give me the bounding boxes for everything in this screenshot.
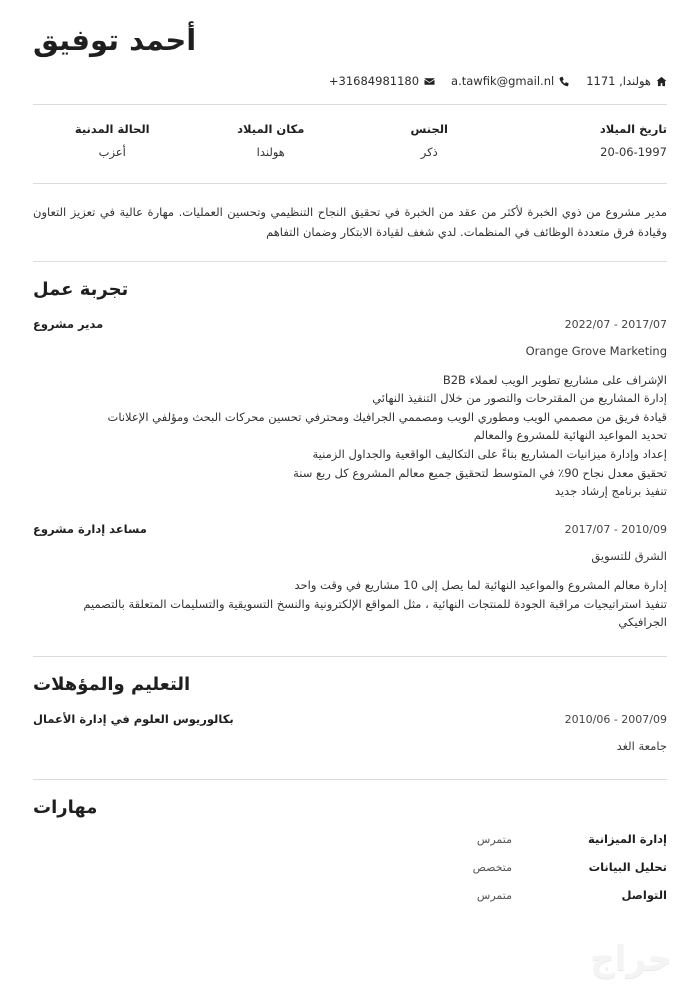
info-value: 20-06-1997 <box>600 145 667 160</box>
employer-name: الشرق للتسويق <box>591 548 667 563</box>
job-responsibility-item: إعداد وإدارة ميزانيات المشاريع بناءً على التكاليف الواقعية والجداول الزمنية <box>312 447 667 462</box>
education-divider <box>33 779 667 780</box>
contact-item-phone[interactable] <box>329 74 435 88</box>
info-label: الحالة المدنية <box>74 122 150 137</box>
contact-item-address <box>586 74 667 88</box>
job-responsibility-item: إدارة معالم المشروع والمواعيد النهائية لما يصل إلى 10 مشاريع في وقت واحد <box>294 577 667 592</box>
experience-entry <box>33 317 667 501</box>
experience-divider <box>33 656 667 657</box>
profile-summary: مدير مشروع من ذوي الخبرة لأكثر من عقد من الخبرة في تحقيق النجاح التنظيمي وتحسين العمليات. مهارة عالية في تعزيز التعاون وقيادة فرق متعددة الوظائف في المنظمات. لدي شغف لقيادة الابتكار وضمان التفاهم <box>33 205 667 240</box>
skill-name: تحليل البيانات <box>588 859 667 874</box>
employer-name: Orange Grove Marketing <box>525 343 667 358</box>
info-column-marital-status <box>33 122 192 159</box>
job-date-range: 2022/07 - 2017/07 <box>564 317 667 331</box>
contact-phone-text: +31684981180 <box>328 74 420 89</box>
job-responsibility-item: إدارة المشاريع من المقترحات والتصور من خلال التنفيذ النهائي <box>372 391 667 406</box>
info-column-birthplace <box>192 122 351 159</box>
job-date-range: 2017/07 - 2010/09 <box>564 522 667 536</box>
skill-row <box>33 860 667 874</box>
degree-date-range: 2010/06 - 2007/09 <box>564 712 667 726</box>
contact-item-email[interactable] <box>451 74 570 88</box>
skill-row <box>33 832 667 846</box>
skill-level: متمرس <box>476 888 512 902</box>
degree-title: بكالوريوس العلوم في إدارة الأعمال <box>33 711 234 726</box>
candidate-name: أحمد توفيق <box>33 23 197 57</box>
skill-row <box>33 888 667 902</box>
institution-name: جامعة الغد <box>616 738 667 753</box>
info-label: مكان الميلاد <box>237 122 305 137</box>
job-responsibility-item: قيادة فريق من مصممي الويب ومطوري الويب ومصممي الجرافيك ومحترفي تحسين محركات البحث ومؤلفي الإعلانات <box>107 409 667 424</box>
job-responsibility-item: تنفيذ برنامج إرشاد جديد <box>554 484 667 499</box>
skills-list <box>33 832 667 902</box>
info-value: هولندا <box>256 145 285 160</box>
job-responsibility-item: تحقيق معدل نجاح 90٪ في المتوسط لتحقيق جميع معالم المشروع كل ربع سنة <box>293 465 667 480</box>
experience-entry <box>33 522 667 632</box>
section-title-education: التعليم والمؤهلات <box>33 673 191 695</box>
section-title-skills: مهارات <box>33 796 98 818</box>
job-responsibility-item: تنفيذ استراتيجيات مراقبة الجودة للمنتجات النهائية ، مثل المواقع الإلكترونية والنسخ التسويقية والتسليمات المتعلقة بالتصميم الجرافيكي <box>83 596 667 630</box>
skill-level: متخصص <box>472 860 512 874</box>
education-entry-head <box>33 712 667 726</box>
skill-level: متمرس <box>476 832 512 846</box>
education-entry <box>33 712 667 753</box>
section-title-experience: تجربة عمل <box>33 278 129 300</box>
info-divider <box>33 183 667 184</box>
experience-entry-head <box>33 317 667 331</box>
job-responsibilities <box>33 576 667 632</box>
skill-name: التواصل <box>621 887 667 902</box>
job-responsibility-item: تحديد المواعيد النهائية للمشروع والمعالم <box>473 428 667 443</box>
cv-content <box>33 0 667 902</box>
skill-name: إدارة الميزانية <box>588 831 667 846</box>
personal-info-table <box>33 122 667 159</box>
home-icon <box>656 76 667 87</box>
info-column-birthdate <box>509 122 668 159</box>
summary-divider <box>33 261 667 262</box>
info-column-gender <box>350 122 509 159</box>
info-value: أعزب <box>98 145 126 160</box>
phone-icon <box>559 76 570 87</box>
job-title: مساعد إدارة مشروع <box>33 521 147 536</box>
info-label: الجنس <box>410 122 448 137</box>
experience-entry-head <box>33 522 667 536</box>
info-value: ذكر <box>420 145 438 160</box>
cv-header <box>33 0 667 105</box>
header-divider <box>33 104 667 105</box>
contact-address-text: هولندا, 1171 <box>586 74 651 89</box>
job-responsibilities <box>33 371 667 501</box>
info-label: تاريخ الميلاد <box>599 122 667 137</box>
haraj-watermark: حراج <box>590 939 672 979</box>
email-icon <box>424 76 435 87</box>
contact-email-text: a.tawfik@gmail.nl <box>451 74 555 89</box>
job-title: مدير مشروع <box>33 316 104 331</box>
contact-line <box>33 74 667 88</box>
job-responsibility-item: الإشراف على مشاريع تطوير الويب لعملاء B2B <box>442 372 667 387</box>
